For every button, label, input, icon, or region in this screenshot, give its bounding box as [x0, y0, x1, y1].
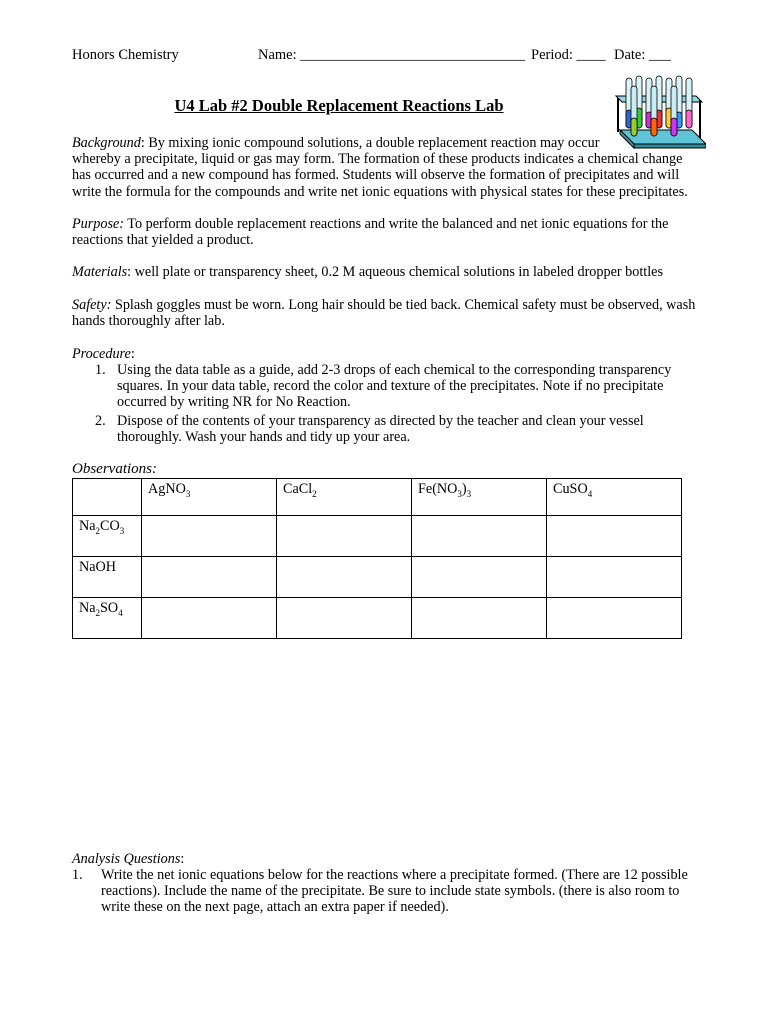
step-number: 2.: [95, 412, 106, 429]
question-text: Write the net ionic equations below for the reactions where a precipitate formed. (There are 12 possible reactions). Include the name of the precipitate. Be sure to include state symbols. (there is also room to write these on the next page, attach an extra paper if needed).: [101, 867, 688, 916]
procedure-heading: [72, 346, 698, 362]
analysis-question: [72, 867, 698, 916]
analysis-colon: :: [180, 851, 185, 867]
observation-cell[interactable]: [142, 598, 277, 639]
safety-text: Splash goggles must be worn. Long hair should be tied back. Chemical safety must be observed, wash hands thoroughly after lab.: [72, 297, 696, 330]
period-field: Period: ____: [531, 47, 606, 63]
table-row: [73, 557, 682, 598]
safety-paragraph: [72, 297, 698, 329]
table-row: [73, 516, 682, 557]
course-name: Honors Chemistry: [72, 47, 179, 63]
observations-table: [72, 478, 682, 639]
column-header: CuSO$_4$: [547, 479, 682, 516]
observation-cell[interactable]: [547, 598, 682, 639]
table-row: [73, 598, 682, 639]
background-text: whereby a precipitate, liquid or gas may form. The formation of these products indicates a chemical change has occurred and a new compound has formed. Students will observe the formation of precipitates and will write the formula for the compounds and write net ionic equations with physical states for these precipitates.: [72, 151, 688, 200]
observation-cell[interactable]: [277, 516, 412, 557]
procedure-list: [72, 362, 698, 447]
column-header: $Fe(NO_3)_3$: [412, 479, 547, 516]
analysis-label: Analysis Questions: [72, 851, 181, 867]
purpose-paragraph: [72, 216, 698, 248]
observation-cell[interactable]: [412, 516, 547, 557]
materials-text: : well plate or transparency sheet, 0.2 M aqueous chemical solutions in labeled dropper bottles: [127, 264, 663, 280]
step-number: 1.: [95, 362, 106, 378]
step-text: Using the data table as a guide, add 2-3 drops of each chemical to the corresponding transparency squares. In your data table, record the color and texture of the precipitates. Note if no precipitate occurred by writing NR for No Reaction.: [117, 362, 672, 411]
column-header: CaCl$_2$: [277, 479, 412, 516]
column-header: AgNO$_3$: [142, 479, 277, 516]
page-title: U4 Lab #2 Double Replacement Reactions Lab: [174, 96, 504, 115]
observations-label: Observations:: [72, 461, 157, 477]
step-text: Dispose of the contents of your transparency as directed by the teacher and clean your vessel thoroughly. Wash your hands and tidy up your area.: [117, 412, 644, 445]
observation-cell[interactable]: [547, 516, 682, 557]
observation-cell[interactable]: [547, 557, 682, 598]
procedure-step: [72, 362, 698, 411]
procedure-colon: :: [130, 346, 135, 362]
observation-cell[interactable]: [277, 557, 412, 598]
observation-cell[interactable]: [142, 516, 277, 557]
name-field: Name: _______________________________: [258, 47, 526, 63]
row-header: $Na_2CO_3$: [73, 516, 142, 557]
table-header-row: [73, 479, 682, 516]
row-header: $Na_2SO_4$: [73, 598, 142, 639]
background-text-line1: : By mixing ionic compound solutions, a double replacement reaction may occur: [140, 135, 600, 151]
question-number: 1.: [72, 867, 83, 883]
observation-cell[interactable]: [412, 598, 547, 639]
background-paragraph: [72, 135, 698, 200]
table-corner-cell: [73, 479, 142, 516]
date-field: Date: ___: [614, 47, 671, 63]
row-header: NaOH: [73, 557, 142, 598]
materials-label: Materials: [72, 264, 128, 280]
observation-cell[interactable]: [412, 557, 547, 598]
safety-label: Safety:: [72, 297, 112, 313]
materials-paragraph: [72, 264, 698, 280]
procedure-step: [72, 413, 698, 445]
observation-cell[interactable]: [142, 557, 277, 598]
purpose-text: To perform double replacement reactions and write the balanced and net ionic equations for the reactions that yielded a product.: [72, 216, 669, 249]
observation-cell[interactable]: [277, 598, 412, 639]
procedure-label: Procedure: [72, 346, 131, 362]
purpose-label: Purpose:: [72, 216, 125, 232]
analysis-heading: [72, 851, 184, 868]
background-label: Background: [72, 135, 141, 151]
